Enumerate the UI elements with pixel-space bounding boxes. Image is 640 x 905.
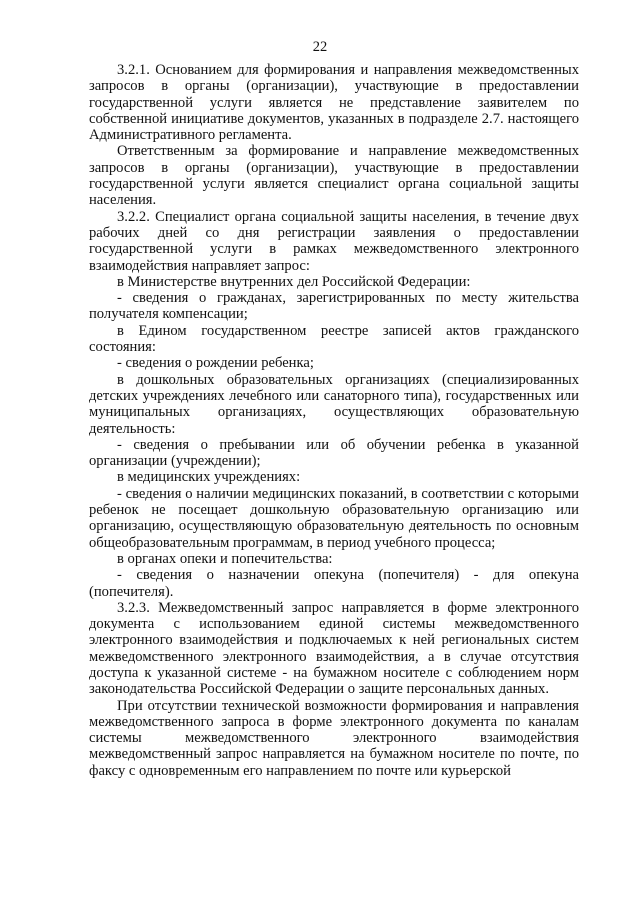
paragraph-zags-registry: в Едином государственном реестре записей актов гражданского состояния: — [89, 322, 579, 356]
list-item-citizens-info: - сведения о гражданах, зарегистрированных по месту жительства получателя компенсации; — [89, 290, 579, 323]
page-number: 22 — [312, 39, 328, 55]
paragraph-no-technical-means: При отсутствии технической возможности формирования и направления межведомственного запроса в форме электронного документа по каналам системы межведомственного электронного взаимодействия межведомственный запрос направляется на бумажном носителе по почте, по факсу с одновременным его направлением по почте или курьерской — [89, 697, 579, 779]
paragraph-3-2-3: 3.2.3. Межведомственный запрос направляется в форме электронного документа с использованием единой системы межведомственного электронного взаимодействия и подключаемых к ней региональных систем межведомственного электронного взаимодействия, а в случае отсутствия доступа к указанной системе - на бумажном носителе с соблюдением норм законодательства Российской Федерации о защите персональных данных. — [89, 599, 579, 698]
paragraph-3-2-2: 3.2.2. Специалист органа социальной защиты населения, в течение двух рабочих дней со дня регистрации заявления о предоставлении государственной услуги в рамках межведомственного электронного взаимодействия направляет запрос: — [89, 208, 579, 274]
document-body — [89, 62, 579, 779]
list-item-medical-info: - сведения о наличии медицинских показаний, в соответствии с которыми ребенок не посещает дошкольную образовательную организацию или организацию, осуществляющую образовательную деятельность по основным общеобразовательным программам, в период учебного процесса; — [89, 485, 579, 551]
list-item-guardian-info: - сведения о назначении опекуна (попечителя) - для опекуна (попечителя). — [89, 567, 579, 600]
paragraph-preschool-orgs: в дошкольных образовательных организациях (специализированных детских учреждениях лечебного или санаторного типа), государственных или муниципальных организациях, осуществляющих образовательную деятельность: — [89, 371, 579, 437]
list-item-attendance-info: - сведения о пребывании или об обучении ребенка в указанной организации (учреждении); — [89, 436, 579, 470]
paragraph-medical: в медицинских учреждениях: — [117, 469, 301, 486]
list-item-birth-info: - сведения о рождении ребенка; — [117, 355, 314, 372]
paragraph-responsible: Ответственным за формирование и направление межведомственных запросов в органы (организации), участвующие в предоставлении государственной услуги является специалист органа социальной защиты населения. — [89, 143, 579, 209]
paragraph-guardianship: в органах опеки и попечительства: — [117, 550, 333, 567]
paragraph-mvd: в Министерстве внутренних дел Российской Федерации: — [117, 273, 471, 290]
paragraph-3-2-1: 3.2.1. Основанием для формирования и направления межведомственных запросов в органы (организации), участвующие в предоставлении государственной услуги является не представление заявителем по собственной инициативе документов, указанных в подразделе 2.7. настоящего Административного регламента. — [89, 62, 579, 144]
